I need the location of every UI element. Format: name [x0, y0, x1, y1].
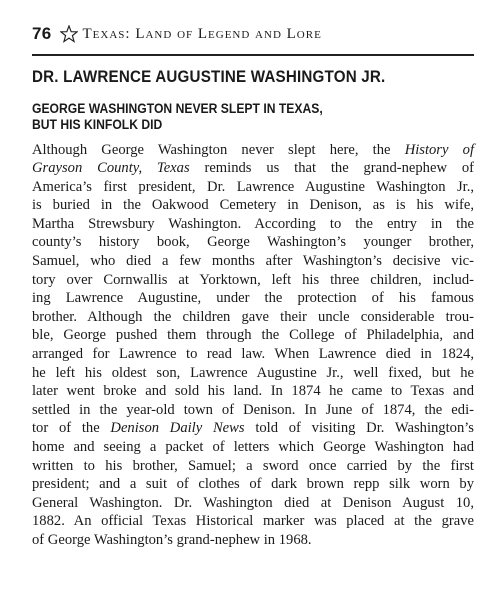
- body-line: [32, 531, 474, 550]
- running-title: Texas: Land of Legend and Lore: [82, 25, 322, 42]
- body-line: [32, 364, 474, 383]
- body-line: [32, 289, 474, 308]
- body-text-segment: Grayson County, Texas: [32, 160, 190, 177]
- body-text-segment: General Washington. Dr. Washington died at Denison August 10,: [32, 494, 474, 511]
- body-text-segment: America’s first president, Dr. Lawrence Augustine Washington Jr.,: [32, 178, 474, 195]
- body-text-segment: Although George Washington never slept here, the: [32, 141, 405, 158]
- header-rule: [32, 54, 474, 56]
- body-line: [32, 419, 474, 438]
- body-line: [32, 141, 474, 160]
- article-title: DR. LAWRENCE AUGUSTINE WASHINGTON JR.: [32, 67, 386, 86]
- body-text-segment: 1882. An official Texas Historical marker was placed at the grave: [32, 513, 474, 530]
- body-line: [32, 401, 474, 420]
- body-line: [32, 494, 474, 513]
- body-text-segment: home and seeing a packet of letters which George Washington had: [32, 439, 474, 455]
- running-head: [32, 22, 474, 46]
- body-text-segment: of George Washington’s grand-nephew in 1968.: [32, 531, 312, 548]
- subtitle-line: GEORGE WASHINGTON NEVER SLEPT IN TEXAS,: [32, 100, 323, 116]
- article-body: [32, 141, 474, 550]
- body-line: [32, 196, 474, 215]
- body-text-segment: ble, George pushed them through the College of Philadelphia, and: [32, 327, 474, 344]
- article-subtitle: [32, 101, 430, 133]
- body-text-segment: reminds us that the grand-nephew of: [189, 160, 474, 177]
- body-line: [32, 457, 474, 476]
- body-text-segment: tory over Cornwallis at Yorktown, left his three children, includ-: [32, 271, 474, 288]
- body-line: [32, 326, 474, 345]
- body-text-segment: arranged for Lawrence to read law. When Lawrence died in 1824,: [32, 346, 474, 363]
- body-line: [32, 215, 474, 234]
- body-line: [32, 308, 474, 327]
- body-text-segment: Denison Daily News: [110, 420, 245, 437]
- body-text-segment: tor of the: [32, 420, 111, 437]
- body-line: [32, 252, 474, 271]
- body-text-segment: settled in the year-old town of Denison. In June of 1874, the edi-: [32, 401, 474, 418]
- body-text-segment: county’s history book, George Washington’s younger brother,: [32, 234, 474, 251]
- body-line: [32, 438, 474, 457]
- body-text-segment: told of visiting Dr. Washington’s: [244, 420, 474, 437]
- body-text-segment: ing Lawrence Augustine, under the protection of his famous: [32, 290, 474, 307]
- body-text-segment: Samuel, who died a few months after Washington’s decisive vic-: [32, 253, 474, 270]
- body-line: [32, 345, 474, 364]
- body-line: [32, 178, 474, 197]
- body-text-segment: written to his brother, Samuel; a sword once carried by the first: [32, 457, 474, 474]
- subtitle-line: BUT HIS KINFOLK DID: [32, 116, 163, 132]
- body-text-segment: is buried in the Oakwood Cemetery in Denison, as is his wife,: [32, 197, 474, 214]
- body-line: [32, 475, 474, 494]
- body-line: [32, 233, 474, 252]
- body-text-segment: president; and a suit of clothes of dark brown repp silk worn by: [32, 476, 474, 493]
- body-text-segment: he left his oldest son, Lawrence Augustine Jr., well fixed, but he: [32, 364, 474, 381]
- body-text-segment: later went broke and sold his land. In 1874 he came to Texas and: [32, 383, 474, 400]
- star-icon: [60, 25, 78, 43]
- body-line: [32, 382, 474, 401]
- body-text-segment: Martha Strewsbury Washington. According to the entry in the: [32, 215, 474, 232]
- body-text-segment: brother. Although the children gave their uncle considerable trou-: [32, 308, 474, 325]
- body-line: [32, 271, 474, 290]
- body-line: [32, 512, 474, 531]
- body-line: [32, 159, 474, 178]
- body-text-segment: History of: [404, 141, 474, 158]
- page-number: 76: [32, 24, 52, 43]
